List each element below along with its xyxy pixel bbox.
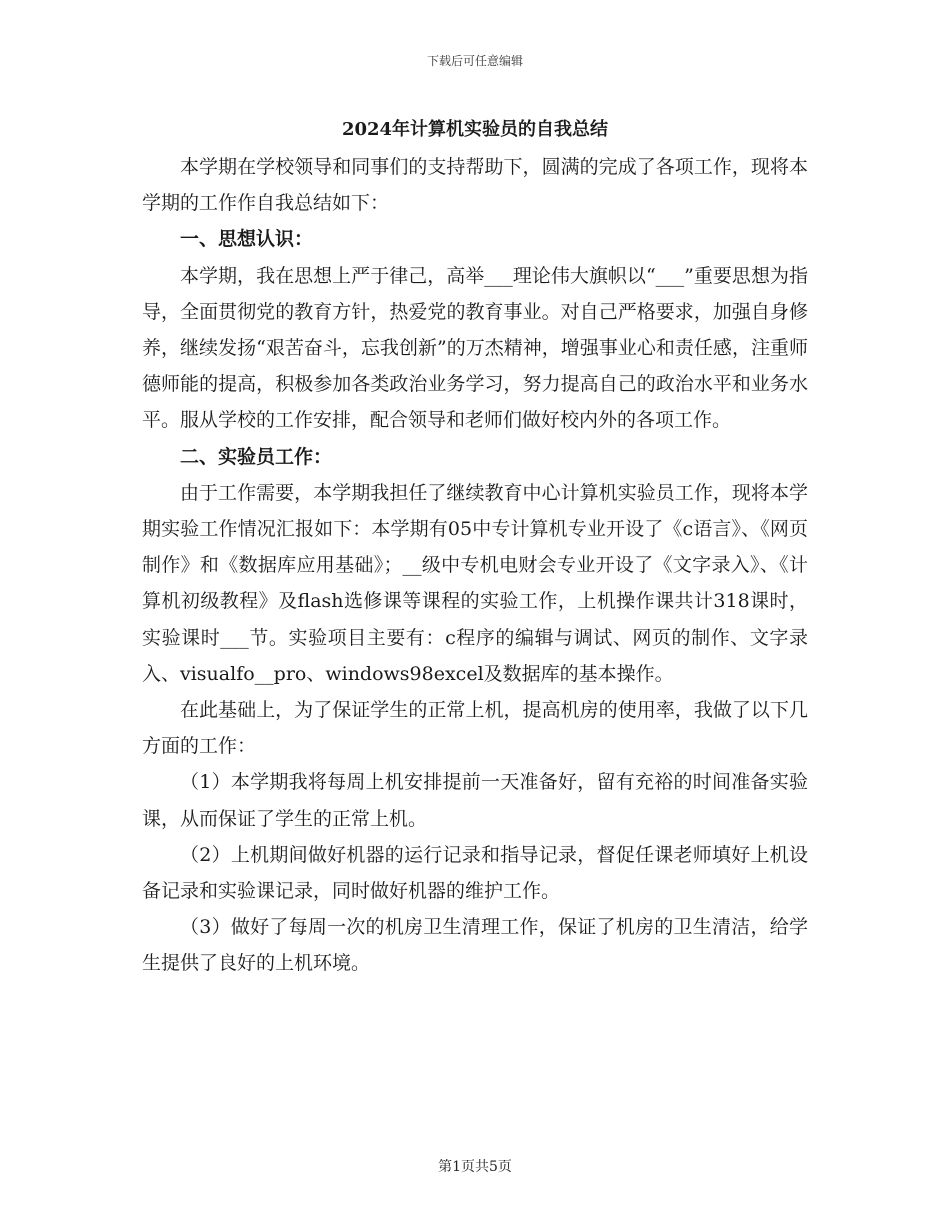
list-item: （3）做好了每周一次的机房卫生清理工作，保证了机房的卫生清洁，给学生提供了良好的上机环境。 [142,916,808,975]
section-body-thought: 本学期，我在思想上严于律己，高举___理论伟大旗帜以“___”重要思想为指导，全面贯彻党的教育方针，热爱党的教育事业。对自己严格要求，加强自身修养，继续发扬“艰苦奋斗，忘我创新”的万杰精神，增强事业心和责任感，注重师德师能的提高，积极参加各类政治业务学习，努力提高自己的政治水平和业务水平。服从学校的工作安排，配合领导和老师们做好校内外的各项工作。 [142,264,808,432]
section-body-lab-work-continued: 在此基础上，为了保证学生的正常上机，提高机房的使用率，我做了以下几方面的工作： [142,699,808,758]
section-heading-thought: 一、思想认识： [180,228,314,251]
page-header-note: 下载后可任意编辑 [426,54,523,68]
document-body [142,149,808,982]
document-title: 2024年计算机实验员的自我总结 [341,119,609,140]
intro-paragraph: 本学期在学校领导和同事们的支持帮助下，圆满的完成了各项工作，现将本学期的工作作自我总结如下： [142,156,808,215]
page-number-footer: 第1页共5页 [438,1159,512,1175]
list-item: （1）本学期我将每周上机安排提前一天准备好，留有充裕的时间准备实验课，从而保证了学生的正常上机。 [142,771,808,830]
list-item: （2）上机期间做好机器的运行记录和指导记录，督促任课老师填好上机设备记录和实验课记录，同时做好机器的维护工作。 [142,843,808,903]
section-heading-lab-work: 二、实验员工作： [180,445,333,468]
section-body-lab-work: 由于工作需要，本学期我担任了继续教育中心计算机实验员工作，现将本学期实验工作情况汇报如下：本学期有05中专计算机专业开设了《c语言》、《网页制作》和《数据库应用基础》；__级中专机电财会专业开设了《文字录入》、《计算机初级教程》及flash选修课等课程的实验工作，上机操作课共计318课时，实验课时___节。实验项目主要有：c程序的编辑与调试、网页的制作、文字录入、visualfo__pro、windows98excel及数据库的基本操作。 [142,481,808,685]
